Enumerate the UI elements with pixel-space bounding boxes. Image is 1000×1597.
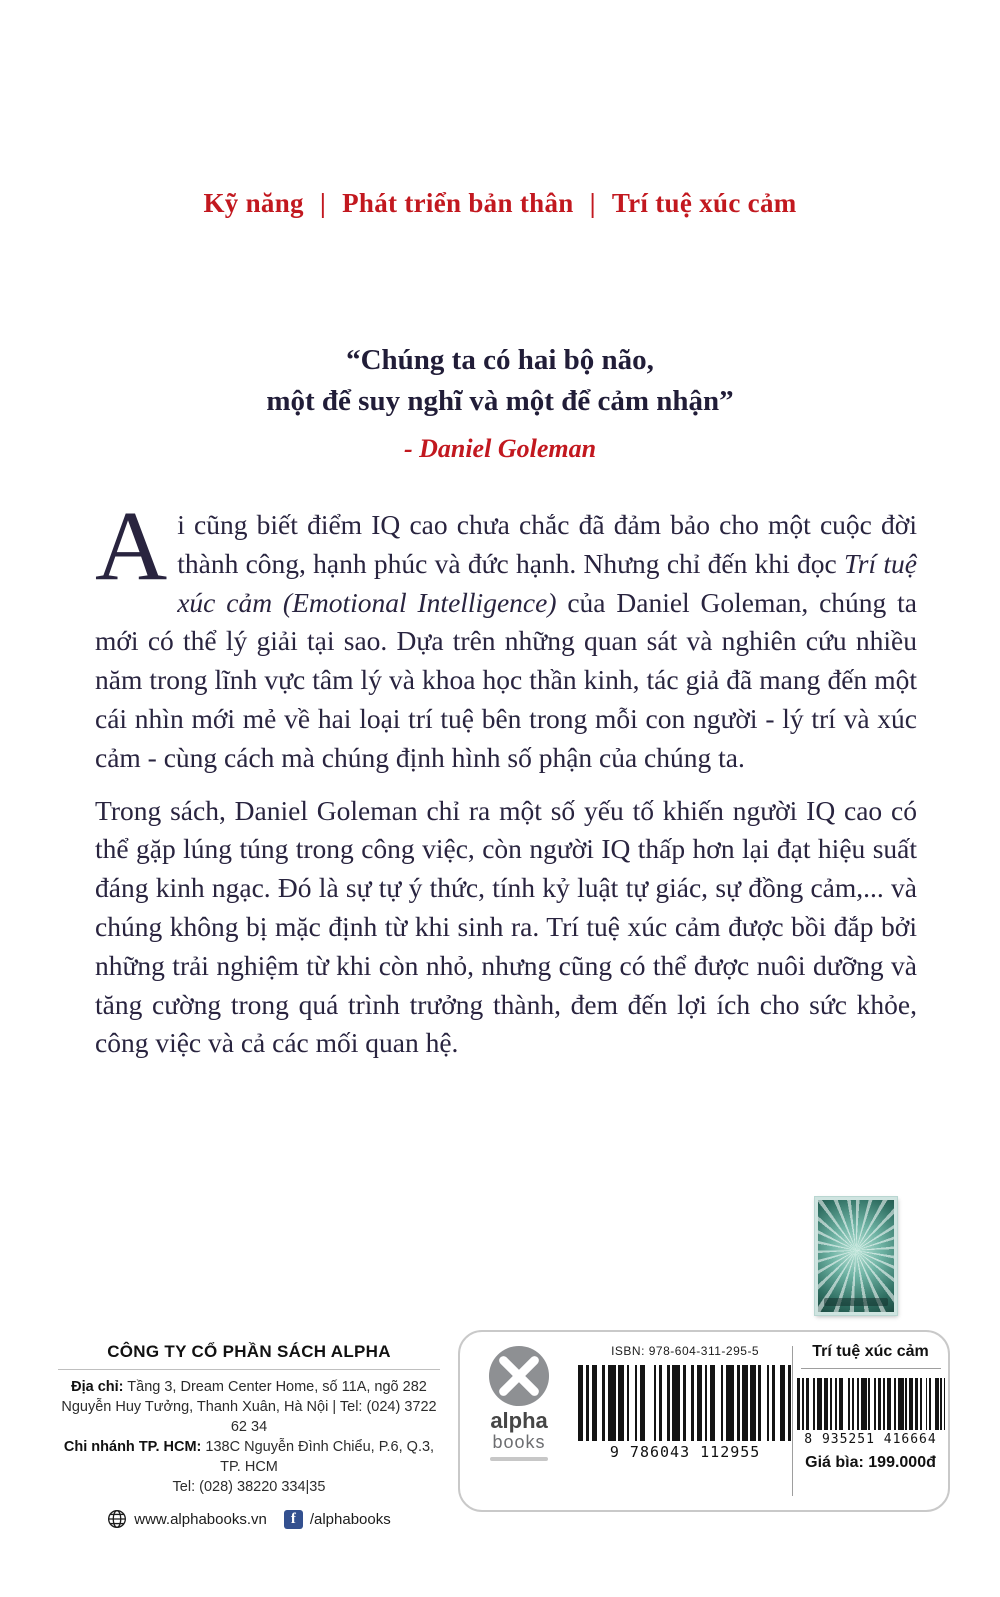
ean-digits: 8 935251 416664 [804,1432,937,1447]
isbn-label: ISBN: 978-604-311-295-5 [611,1344,760,1358]
category-skills: Kỹ năng [203,188,304,218]
quote-line-1: “Chúng ta có hai bộ não, [346,344,654,376]
paragraph-2: Trong sách, Daniel Goleman chỉ ra một số yếu tố khiến người IQ cao có thể gặp lúng túng trong công việc, còn người IQ thấp hơn lại đạt hiệu suất đáng kinh ngạc. Đó là sự tự ý thức, tính kỷ luật tự giác, sự đồng cảm,... và chúng không bị mặc định từ khi sinh ra. Trí tuệ xúc cảm được bồi đắp bởi những trải nghiệm từ khi còn nhỏ, nhưng cũng có thể được nuôi dưỡng và tăng cường trong quá trình trưởng thành, đem đến lợi ích cho sức khỏe, công việc và cả các mối quan hệ. [95,794,917,1059]
category-self-development: Phát triển bản thân [342,188,574,218]
facebook-icon: f [284,1510,303,1529]
category-emotional-intelligence: Trí tuệ xúc cảm [611,188,797,218]
ean-barcode [797,1378,945,1430]
publisher-tel-line: Tel: (028) 38220 334|35 [172,1479,326,1495]
paragraph-1-end: của Daniel Goleman, chúng ta mới có thể lý giải tại sao. Dựa trên những quan sát và nghiên cứu nhiều năm trong lĩnh vực tâm lý và khoa học thần kinh, tác giả đã mang đến một cái nhìn mới mẻ về hai loại trí tuệ bên trong mỗi con người - lý trí và xúc cảm - cùng cách mà chúng định hình số phận của chúng ta. [95,586,917,773]
globe-icon [107,1509,127,1529]
publisher-branch-line [58,1437,440,1477]
price-section [793,1332,948,1510]
quote-line-2: một để suy nghĩ và một để cảm nhận” [266,385,734,417]
price-label: Giá bìa: 199.000đ [805,1454,936,1471]
paragraph-1 [95,490,917,778]
publisher-facebook: /alphabooks [309,1510,391,1528]
logo-tagline [490,1457,548,1461]
barcode-box [458,1330,950,1512]
isbn-barcode [578,1365,792,1441]
address-label: Địa chỉ: [71,1379,124,1395]
alphabooks-logo [460,1332,578,1510]
publisher-website: www.alphabooks.vn [134,1510,267,1528]
logo-text-alpha: alpha [490,1408,548,1433]
isbn-section [578,1332,792,1510]
cover-thumbnail [815,1197,897,1315]
publisher-links-row [58,1509,440,1529]
category-separator: | [319,188,327,218]
category-strip [0,188,1000,219]
publisher-name: CÔNG TY CỔ PHẦN SÁCH ALPHA [58,1342,440,1370]
address-value: Tầng 3, Dream Center Home, số 11A, ngõ 282 [123,1379,427,1395]
dropcap-letter: A [95,490,168,601]
branch-label: Chi nhánh TP. HCM: [63,1439,202,1455]
alphabooks-logo-icon [488,1345,550,1407]
isbn-digits: 9 786043 112955 [609,1443,761,1461]
quote-block [0,340,1000,469]
paragraph-1-start: i cũng biết điểm IQ cao chưa chắc đã đảm bảo cho một cuộc đời thành công, hạnh phúc và đức hạnh. Nhưng chỉ đến khi đọc [177,509,917,579]
book-title-inline: Trí tuệ xúc cảm (Emotional Intelligence) [177,547,917,618]
publisher-address-line-1 [58,1377,440,1397]
quote-author: - Daniel Goleman [403,434,597,463]
branch-value: 138C Nguyễn Đình Chiểu, P.6, Q.3, TP. HCM [201,1439,435,1475]
description-text [95,490,917,1077]
logo-text-books: books [492,1432,546,1452]
publisher-address-line-2: Nguyễn Huy Tưởng, Thanh Xuân, Hà Nội | Tel: (024) 3722 62 34 [61,1399,437,1435]
category-separator: | [589,188,596,218]
book-title-small: Trí tuệ xúc cảm [801,1343,941,1369]
publisher-block [58,1342,440,1529]
